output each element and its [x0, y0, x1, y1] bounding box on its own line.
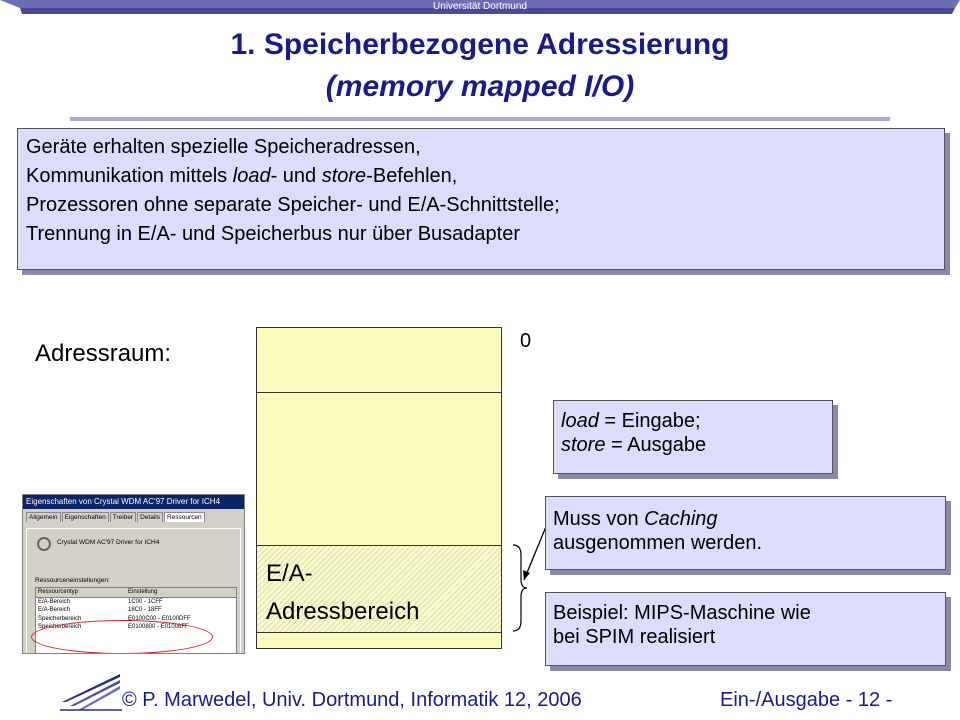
load-store-note: [553, 400, 833, 474]
title-underline: [70, 117, 890, 121]
intro-line: Geräte erhalten spezielle Speicheradressen,: [26, 136, 421, 158]
resource-setting: 1C00 - 1CFF: [128, 598, 163, 605]
speaker-icon: [37, 537, 51, 551]
device-name: Crystal WDM AC'97 Driver for ICH4: [57, 539, 160, 546]
resource-type: Speicherbereich: [38, 615, 82, 622]
device-properties-screenshot: [22, 494, 245, 654]
resources-label: Ressourceneinstellungen:: [35, 577, 110, 584]
io-region-label: [266, 555, 419, 631]
io-region-label-line1: E/A-: [266, 560, 313, 587]
note-line: store = Ausgabe: [561, 434, 707, 456]
slide-subtitle: (memory mapped I/O): [325, 70, 635, 103]
intro-line: Trennung in E/A- und Speicherbus nur über Busadapter: [26, 223, 521, 245]
caching-note: [545, 496, 946, 570]
table-row[interactable]: [36, 606, 236, 615]
note-line: Muss von Caching: [553, 508, 718, 530]
slide-title: 1. Speicherbezogene Adressierung: [230, 28, 730, 61]
university-logo-icon: [60, 672, 122, 712]
university-name: Universität Dortmund: [433, 1, 527, 12]
window-title: Eigenschaften von Crystal WDM AC'97 Driver for ICH4: [23, 495, 244, 509]
intro-line: Kommunikation mittels load- und store-Befehlen,: [26, 165, 458, 187]
table-row[interactable]: [36, 598, 236, 607]
column-header: Ressourcentyp: [38, 589, 79, 595]
tab-eigenschaften[interactable]: Eigenschaften: [62, 512, 109, 522]
note-line: Beispiel: MIPS-Maschine wie: [553, 602, 811, 624]
note-line: load = Eingabe;: [561, 410, 701, 432]
intro-box: [17, 128, 945, 270]
tab-strip: [23, 509, 244, 522]
resources-panel: [26, 528, 241, 654]
note-line: bei SPIM realisiert: [553, 626, 716, 648]
table-header: [36, 588, 236, 598]
footer-copyright: © P. Marwedel, Univ. Dortmund, Informatik 12, 2006: [122, 689, 582, 711]
highlight-ellipse: [31, 620, 213, 654]
resource-setting: E0100800 - E01008FF: [128, 624, 189, 630]
intro-line: Prozessoren ohne separate Speicher- und E/A-Schnittstelle;: [26, 194, 560, 216]
zero-address-label: 0: [520, 330, 532, 352]
memory-divider: [256, 392, 502, 393]
tab-ressourcen[interactable]: Ressourcen: [164, 512, 205, 522]
footer-page-number: Ein-/Ausgabe - 12 -: [720, 689, 893, 711]
mips-note: [545, 592, 946, 666]
tab-details[interactable]: Details: [137, 512, 163, 522]
resource-setting: 18C0 - 18FF: [128, 607, 162, 613]
address-space-label: Adressraum:: [35, 340, 172, 367]
io-region-label-line2: Adressbereich: [266, 598, 420, 625]
resource-setting: E0100C00 - E0100DFF: [128, 615, 191, 622]
resource-type: Speicherbereich: [38, 624, 82, 630]
tab-treiber[interactable]: Treiber: [110, 512, 136, 522]
resource-type: E/A-Bereich: [38, 598, 71, 605]
note-line: ausgenommen werden.: [553, 532, 763, 554]
tab-allgemein[interactable]: Allgemein: [26, 512, 61, 522]
column-header: Einstellung: [128, 589, 158, 595]
resource-type: E/A-Bereich: [38, 607, 71, 613]
